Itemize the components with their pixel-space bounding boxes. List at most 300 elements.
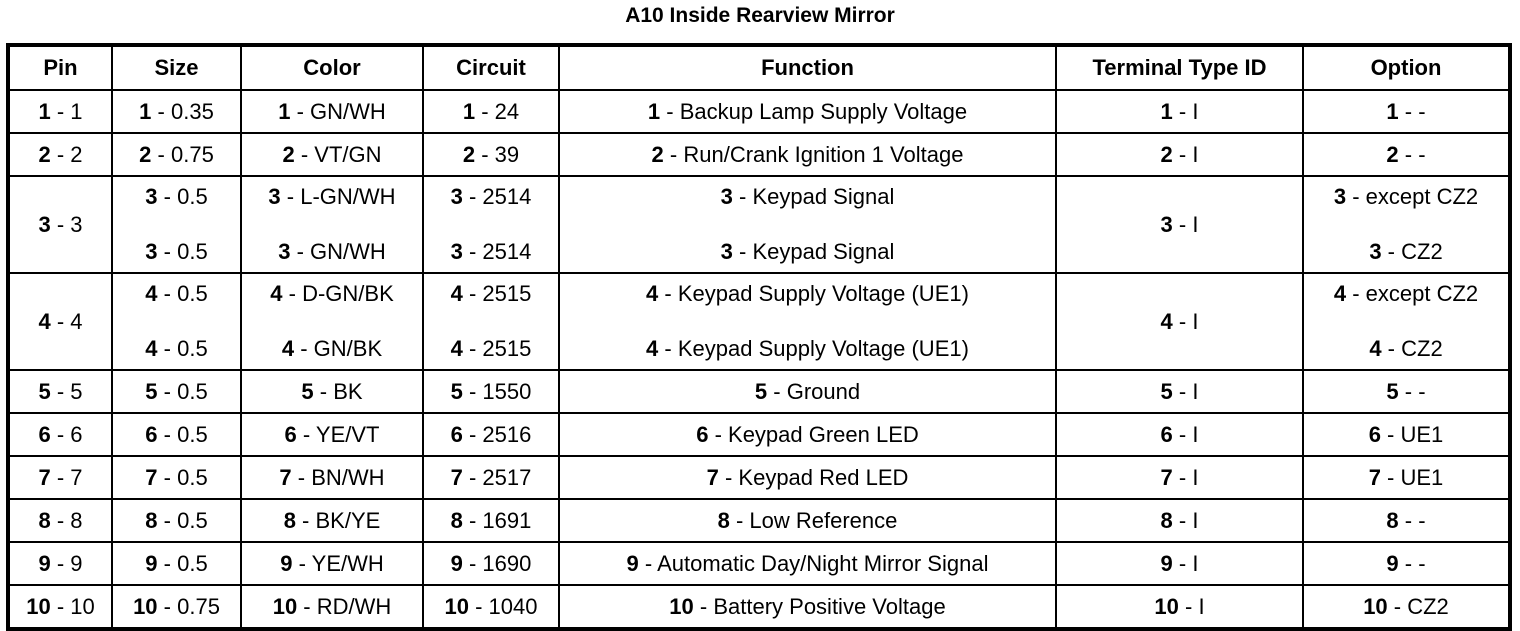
cell-entry: [1057, 465, 1302, 491]
entry-separator: -: [157, 184, 178, 209]
cell-entry: [242, 281, 422, 307]
cell-size: [112, 413, 241, 456]
cell-entry: [113, 508, 240, 534]
entry-separator: -: [157, 281, 178, 306]
cell-entry: [113, 99, 240, 125]
entry-number: 9: [626, 550, 639, 576]
entry-number: 1: [38, 98, 51, 124]
cell-pin: [8, 176, 112, 273]
entry-number: 3: [278, 239, 291, 264]
entry-separator: -: [50, 378, 71, 404]
cell-entry: [10, 212, 111, 238]
cell-entry: [560, 379, 1055, 405]
entry-separator: -: [468, 593, 489, 619]
entry-separator: -: [296, 421, 316, 447]
entry-value: 1690: [482, 550, 532, 576]
entry-number: 2: [38, 141, 51, 167]
entry-value: 0.75: [177, 593, 220, 619]
entry-number: 7: [1160, 464, 1173, 490]
entry-number: 6: [450, 421, 463, 447]
entry-separator: -: [729, 507, 750, 533]
entry-number: 8: [1386, 507, 1399, 533]
entry-separator: -: [297, 593, 317, 619]
cell-size: [112, 542, 241, 585]
entry-separator: -: [1172, 141, 1193, 167]
entry-value: Low Reference: [749, 507, 898, 533]
table-row: [8, 273, 1510, 370]
entry-value: BN/WH: [311, 464, 385, 490]
col-header-option: Option: [1303, 45, 1510, 90]
entry-value: -: [1418, 98, 1426, 124]
cell-entry: [560, 336, 1055, 362]
cell-circuit: [423, 456, 559, 499]
cell-entry: [242, 551, 422, 577]
entry-number: 8: [717, 507, 730, 533]
entry-value: GN/WH: [310, 239, 386, 264]
entry-separator: -: [1346, 281, 1366, 306]
entry-value: RD/WH: [316, 593, 392, 619]
entry-value: 1691: [482, 507, 532, 533]
entry-separator: -: [1172, 507, 1193, 533]
cell-entry: [10, 309, 111, 335]
cell-entry: [1057, 551, 1302, 577]
entry-value: CZ2: [1401, 239, 1443, 264]
entry-separator: -: [663, 141, 684, 167]
cell-option: [1303, 456, 1510, 499]
entry-separator: -: [693, 593, 714, 619]
cell-entry: [424, 551, 558, 577]
cell-entry: [10, 508, 111, 534]
cell-entry: [1057, 379, 1302, 405]
header-row: [8, 45, 1510, 90]
entry-value: 1: [70, 98, 83, 124]
cell-entry: [1304, 379, 1508, 405]
entry-value: YE/VT: [315, 421, 380, 447]
entry-number: 6: [38, 421, 51, 447]
entry-number: 3: [1333, 184, 1347, 209]
table-row: [8, 90, 1510, 133]
entry-number: 4: [646, 281, 659, 306]
entry-value: -: [1418, 378, 1426, 404]
entry-number: 4: [38, 308, 51, 334]
entry-value: 0.5: [177, 464, 208, 490]
entry-value: 4: [70, 308, 83, 334]
cell-entry: [424, 99, 558, 125]
cell-entry: [1304, 281, 1508, 307]
cell-entry: [242, 142, 422, 168]
table-row: [8, 456, 1510, 499]
entry-value: 8: [70, 507, 83, 533]
entry-number: 4: [145, 281, 158, 306]
entry-separator: -: [708, 421, 729, 447]
entry-number: 2: [651, 141, 664, 167]
cell-color: [241, 176, 423, 273]
entry-separator: -: [157, 336, 178, 361]
cell-entry: [1304, 184, 1508, 210]
cell-size: [112, 499, 241, 542]
cell-entry: [560, 422, 1055, 448]
cell-entry: [560, 594, 1055, 620]
entry-value: 0.35: [170, 98, 214, 124]
entry-value: -: [1418, 507, 1426, 533]
entry-value: D-GN/BK: [302, 281, 394, 306]
entry-value: -: [1418, 141, 1426, 167]
cell-terminal-type-id: [1056, 133, 1303, 176]
entry-value: L-GN/WH: [300, 184, 396, 209]
cell-color: [241, 413, 423, 456]
entry-separator: -: [294, 336, 314, 361]
cell-circuit: [423, 413, 559, 456]
table-row: [8, 542, 1510, 585]
cell-entry: [10, 465, 111, 491]
entry-separator: -: [732, 239, 753, 264]
entry-separator: -: [50, 308, 71, 334]
cell-pin: [8, 585, 112, 629]
cell-entry: [424, 142, 558, 168]
entry-number: 9: [450, 550, 463, 576]
cell-entry: [242, 508, 422, 534]
cell-size: [112, 273, 241, 370]
cell-size: [112, 456, 241, 499]
col-header-color: Color: [241, 45, 423, 90]
table-row: [8, 133, 1510, 176]
cell-terminal-type-id: [1056, 413, 1303, 456]
entry-value: 2516: [482, 421, 532, 447]
entry-separator: -: [1346, 184, 1366, 209]
entry-separator: -: [1172, 464, 1193, 490]
entry-separator: -: [1398, 550, 1419, 576]
entry-number: 3: [720, 239, 733, 264]
entry-value: 24: [494, 98, 520, 124]
entry-number: 3: [145, 184, 158, 209]
cell-entry: [1304, 465, 1508, 491]
entry-number: 3: [268, 184, 281, 209]
entry-number: 8: [145, 507, 158, 533]
cell-option: [1303, 176, 1510, 273]
entry-number: 10: [133, 593, 158, 619]
entry-separator: -: [50, 421, 71, 447]
cell-entry: [1304, 594, 1508, 620]
entry-number: 2: [462, 141, 476, 167]
cell-terminal-type-id: [1056, 456, 1303, 499]
cell-entry: [424, 281, 558, 307]
entry-number: 1: [1160, 98, 1173, 124]
cell-entry: [113, 422, 240, 448]
cell-option: [1303, 585, 1510, 629]
cell-size: [112, 133, 241, 176]
entry-separator: -: [50, 550, 71, 576]
entry-separator: -: [462, 464, 483, 490]
entry-number: 4: [450, 336, 463, 361]
cell-color: [241, 273, 423, 370]
entry-value: 3: [70, 211, 83, 237]
cell-entry: [242, 379, 422, 405]
entry-number: 7: [706, 464, 719, 490]
entry-separator: -: [462, 184, 483, 209]
entry-separator: -: [157, 378, 178, 404]
entry-value: 0.5: [177, 239, 208, 264]
entry-value: Keypad Signal: [752, 184, 895, 209]
entry-number: 6: [696, 421, 709, 447]
cell-entry: [1057, 212, 1302, 238]
entry-number: 9: [38, 550, 51, 576]
entry-number: 10: [26, 593, 51, 619]
entry-number: 2: [1386, 141, 1399, 167]
cell-entry: [1057, 99, 1302, 125]
cell-entry: [113, 594, 240, 620]
table-row: [8, 176, 1510, 273]
entry-value: Automatic Day/Night Mirror Signal: [657, 550, 989, 576]
entry-number: 6: [1368, 421, 1381, 447]
entry-separator: -: [1178, 593, 1199, 619]
cell-circuit: [423, 273, 559, 370]
cell-pin: [8, 542, 112, 585]
entry-value: 0.5: [177, 336, 208, 361]
entry-value: Keypad Green LED: [728, 421, 919, 447]
entry-number: 5: [301, 378, 314, 404]
entry-value: Keypad Supply Voltage (UE1): [677, 336, 969, 361]
cell-circuit: [423, 585, 559, 629]
cell-function: [559, 542, 1056, 585]
entry-value: 2515: [482, 281, 532, 306]
cell-function: [559, 133, 1056, 176]
entry-separator: -: [50, 464, 71, 490]
entry-separator: -: [290, 239, 311, 264]
entry-value: YE/WH: [311, 550, 384, 576]
entry-separator: -: [151, 141, 171, 167]
cell-entry: [113, 336, 240, 362]
entry-number: 10: [444, 593, 469, 619]
cell-pin: [8, 499, 112, 542]
entry-separator: -: [151, 98, 171, 124]
cell-size: [112, 90, 241, 133]
entry-value: 0.5: [177, 184, 208, 209]
cell-size: [112, 370, 241, 413]
entry-value: Keypad Red LED: [738, 464, 909, 490]
entry-number: 9: [1160, 550, 1173, 576]
entry-separator: -: [1398, 98, 1419, 124]
entry-separator: -: [1381, 239, 1402, 264]
cell-pin: [8, 133, 112, 176]
entry-separator: -: [462, 239, 483, 264]
cell-entry: [113, 379, 240, 405]
cell-entry: [1057, 142, 1302, 168]
cell-terminal-type-id: [1056, 585, 1303, 629]
cell-circuit: [423, 176, 559, 273]
cell-function: [559, 370, 1056, 413]
cell-option: [1303, 273, 1510, 370]
entry-separator: -: [638, 550, 658, 576]
entry-value: I: [1192, 141, 1199, 167]
entry-value: UE1: [1400, 464, 1444, 490]
cell-pin: [8, 456, 112, 499]
entry-separator: -: [1172, 421, 1193, 447]
entry-number: 9: [145, 550, 158, 576]
cell-entry: [560, 281, 1055, 307]
cell-entry: [424, 336, 558, 362]
entry-value: I: [1192, 421, 1199, 447]
entry-value: BK: [333, 378, 363, 404]
entry-separator: -: [462, 507, 483, 533]
cell-function: [559, 499, 1056, 542]
entry-value: I: [1192, 211, 1199, 237]
cell-entry: [560, 99, 1055, 125]
entry-value: I: [1192, 464, 1199, 490]
entry-value: Keypad Signal: [752, 239, 895, 264]
cell-entry: [424, 594, 558, 620]
entry-value: 0.75: [170, 141, 214, 167]
entry-number: 4: [1369, 336, 1382, 361]
cell-entry: [1304, 239, 1508, 265]
entry-value: I: [1192, 550, 1199, 576]
entry-separator: -: [280, 184, 301, 209]
entry-separator: -: [732, 184, 753, 209]
cell-entry: [10, 142, 111, 168]
entry-separator: -: [1172, 550, 1193, 576]
entry-separator: -: [1398, 507, 1419, 533]
cell-entry: [560, 184, 1055, 210]
cell-entry: [1304, 142, 1508, 168]
entry-value: 2: [70, 141, 83, 167]
cell-function: [559, 273, 1056, 370]
entry-number: 7: [450, 464, 463, 490]
entry-number: 4: [281, 336, 295, 361]
entry-separator: -: [50, 211, 71, 237]
entry-separator: -: [475, 98, 495, 124]
cell-entry: [113, 142, 240, 168]
entry-separator: -: [50, 593, 71, 619]
cell-entry: [113, 184, 240, 210]
entry-number: 1: [462, 98, 476, 124]
entry-separator: -: [1380, 464, 1401, 490]
cell-entry: [10, 551, 111, 577]
cell-option: [1303, 90, 1510, 133]
entry-value: I: [1192, 507, 1199, 533]
entry-value: 2515: [482, 336, 532, 361]
cell-entry: [1057, 594, 1302, 620]
entry-value: except CZ2: [1365, 281, 1479, 306]
cell-circuit: [423, 542, 559, 585]
cell-entry: [1304, 551, 1508, 577]
entry-separator: -: [1398, 141, 1419, 167]
entry-value: 1040: [488, 593, 538, 619]
cell-option: [1303, 499, 1510, 542]
cell-entry: [242, 239, 422, 265]
entry-number: 2: [139, 141, 152, 167]
entry-separator: -: [282, 281, 303, 306]
cell-option: [1303, 370, 1510, 413]
col-header-pin: Pin: [8, 45, 112, 90]
col-header-terminal-type-id: Terminal Type ID: [1056, 45, 1303, 90]
cell-entry: [113, 239, 240, 265]
cell-color: [241, 585, 423, 629]
cell-option: [1303, 413, 1510, 456]
cell-entry: [242, 184, 422, 210]
col-header-size: Size: [112, 45, 241, 90]
entry-value: I: [1192, 308, 1199, 334]
cell-entry: [10, 422, 111, 448]
entry-value: 2517: [482, 464, 532, 490]
entry-value: 0.5: [177, 550, 208, 576]
entry-value: I: [1192, 378, 1199, 404]
cell-color: [241, 456, 423, 499]
cell-terminal-type-id: [1056, 542, 1303, 585]
entry-number: 5: [1160, 378, 1173, 404]
entry-number: 8: [38, 507, 51, 533]
cell-entry: [560, 508, 1055, 534]
entry-separator: -: [290, 98, 311, 124]
entry-value: 2514: [482, 239, 532, 264]
cell-function: [559, 90, 1056, 133]
entry-number: 3: [1160, 211, 1173, 237]
entry-number: 1: [139, 98, 152, 124]
cell-circuit: [423, 90, 559, 133]
entry-separator: -: [462, 421, 483, 447]
entry-value: Ground: [786, 378, 861, 404]
col-header-function: Function: [559, 45, 1056, 90]
entry-separator: -: [462, 281, 483, 306]
entry-number: 1: [647, 98, 661, 124]
page-title: A10 Inside Rearview Mirror: [625, 4, 895, 27]
entry-value: 39: [494, 141, 520, 167]
cell-pin: [8, 370, 112, 413]
entry-number: 10: [1154, 593, 1179, 619]
cell-circuit: [423, 499, 559, 542]
entry-number: 5: [145, 378, 158, 404]
entry-separator: -: [767, 378, 787, 404]
entry-separator: -: [50, 98, 71, 124]
entry-value: 0.5: [177, 281, 208, 306]
entry-number: 1: [278, 98, 291, 124]
entry-value: VT/GN: [314, 141, 382, 167]
entry-separator: -: [157, 550, 178, 576]
entry-number: 6: [1160, 421, 1173, 447]
entry-value: GN/WH: [310, 98, 386, 124]
cell-entry: [242, 465, 422, 491]
cell-entry: [1057, 309, 1302, 335]
entry-number: 5: [450, 378, 463, 404]
cell-entry: [1057, 422, 1302, 448]
entry-separator: -: [294, 141, 315, 167]
entry-value: Keypad Supply Voltage (UE1): [677, 281, 969, 306]
entry-separator: -: [157, 421, 178, 447]
cell-terminal-type-id: [1056, 273, 1303, 370]
entry-number: 2: [282, 141, 295, 167]
cell-color: [241, 90, 423, 133]
cell-entry: [424, 508, 558, 534]
entry-separator: -: [157, 507, 178, 533]
cell-entry: [113, 281, 240, 307]
entry-number: 4: [145, 336, 158, 361]
cell-entry: [424, 465, 558, 491]
entry-value: 0.5: [177, 421, 208, 447]
table-row: [8, 413, 1510, 456]
cell-entry: [10, 379, 111, 405]
cell-color: [241, 499, 423, 542]
cell-entry: [113, 465, 240, 491]
entry-separator: -: [1381, 336, 1402, 361]
entry-separator: -: [295, 507, 316, 533]
entry-number: 6: [284, 421, 297, 447]
cell-entry: [560, 142, 1055, 168]
cell-entry: [560, 551, 1055, 577]
entry-separator: -: [462, 378, 483, 404]
cell-entry: [424, 239, 558, 265]
entry-number: 4: [450, 281, 463, 306]
entry-number: 1: [1386, 98, 1399, 124]
entry-separator: -: [718, 464, 739, 490]
entry-number: 10: [669, 593, 694, 619]
